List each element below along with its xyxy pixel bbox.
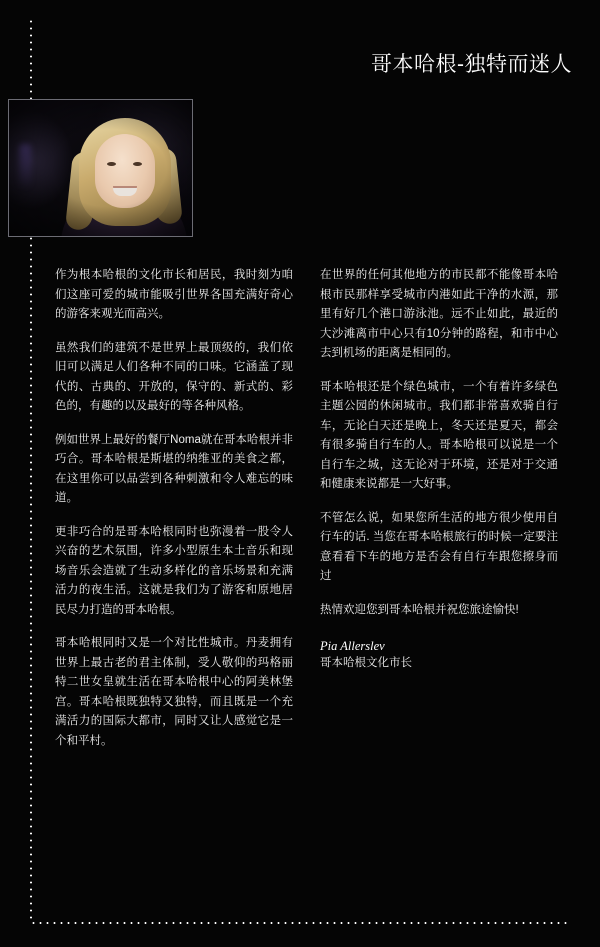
paragraph: 不管怎么说，如果您所生活的地方很少使用自行车的话. 当您在哥本哈根旅行的时候一定要注意看看下车的地方是否会有自行车跟您擦身而过 bbox=[320, 511, 558, 582]
signature-role: 哥本哈根文化市长 bbox=[320, 657, 412, 669]
paragraph: 哥本哈根还是个绿色城市，一个有着许多绿色主题公园的休闲城市。我们都非常喜欢骑自行车，无论白天还是晚上，冬天还是夏天，都会有很多骑自行车的人。哥本哈根可以说是一个自行车之城，这无论对于环境，还是对于交通和健康来说都是一大好事。 bbox=[320, 380, 558, 490]
paragraph: 哥本哈根同时又是一个对比性城市。丹麦拥有世界上最古老的君主体制，受人敬仰的玛格丽特二世女皇就生活在哥本哈根中心的阿美林堡宫。哥本哈根既独特又独特，而且既是一个充满活力的国际大都市，同时又让人感觉它是一个和平村。 bbox=[55, 637, 293, 747]
portrait-photo bbox=[8, 99, 193, 237]
paragraph: 热情欢迎您到哥本哈根并祝您旅途愉快! bbox=[320, 603, 519, 616]
dotted-border-bottom bbox=[30, 922, 570, 924]
text-column-right bbox=[320, 266, 558, 672]
page-title: 哥本哈根-独特而迷人 bbox=[371, 53, 572, 76]
paragraph: 更非巧合的是哥本哈根同时也弥漫着一股令人兴奋的艺术氛围，许多小型原生本土音乐和现场音乐会造就了生动多样化的音乐场景和充满活力的夜生活。这就是我们为了游客和原地居民尽力打造的哥本哈根。 bbox=[55, 525, 293, 616]
photo-vignette bbox=[9, 100, 192, 236]
signature-name: Pia Allerslev bbox=[320, 639, 385, 653]
signature-block bbox=[320, 638, 558, 672]
paragraph: 例如世界上最好的餐厅Noma就在哥本哈根并非巧合。哥本哈根是斯堪的纳维亚的美食之都，在这里你可以品尝到各种刺激和令人难忘的味道。 bbox=[55, 433, 293, 504]
paragraph: 虽然我们的建筑不是世界上最顶级的，我们依旧可以满足人们各种不同的口味。它涵盖了现代的、古典的、开放的，保守的、新式的、彩色的，有趣的以及最好的等各种风格。 bbox=[55, 341, 293, 412]
portrait-photo-image bbox=[9, 100, 192, 236]
text-column-left bbox=[55, 266, 293, 765]
paragraph: 作为根本哈根的文化市长和居民，我时刻为咱们这座可爱的城市能吸引世界各国充满好奇心的游客来观光而高兴。 bbox=[55, 269, 293, 320]
paragraph: 在世界的任何其他地方的市民都不能像哥本哈根市民那样享受城市内港如此干净的水源，那里有好几个港口游泳池。远不止如此，最近的大沙滩离市中心只有10分钟的路程，和市中心去到机场的距离是相同的。 bbox=[320, 269, 558, 359]
